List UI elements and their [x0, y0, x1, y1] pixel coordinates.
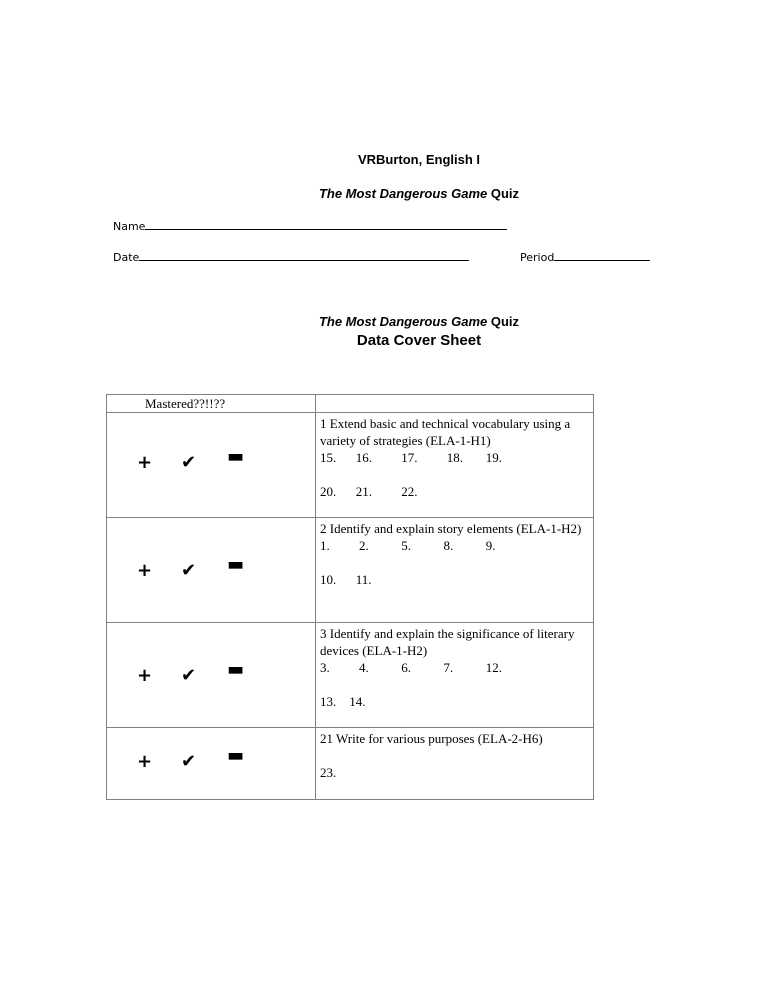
period-field[interactable] — [520, 249, 650, 264]
table-row — [107, 518, 594, 623]
check-icon[interactable]: ✔ — [181, 665, 197, 686]
mark-options — [135, 659, 245, 686]
mark-cell — [107, 413, 316, 518]
cover-quiz-title — [0, 314, 768, 329]
question-numbers: 3. 4. 6. 7. 12. — [320, 660, 502, 675]
quiz-title-suffix: Quiz — [487, 186, 520, 201]
plus-icon[interactable]: + — [137, 751, 153, 772]
table-row — [107, 413, 594, 518]
period-label: Period — [520, 251, 555, 264]
mastered-header: Mastered??!!?? — [107, 395, 316, 413]
mark-cell — [107, 728, 316, 800]
cover-quiz-title-suffix: Quiz — [487, 314, 520, 329]
mark-cell — [107, 623, 316, 728]
teacher-course-heading: VRBurton, English I — [357, 152, 481, 167]
check-icon[interactable]: ✔ — [181, 751, 197, 772]
mark-options — [135, 554, 245, 581]
question-numbers: 23. — [320, 765, 337, 780]
question-numbers: 20. 21. 22. — [320, 484, 418, 499]
minus-icon[interactable]: ▬ — [227, 554, 245, 575]
quiz-title — [0, 186, 768, 201]
standard-cell — [316, 518, 594, 623]
mark-cell — [107, 518, 316, 623]
minus-icon[interactable]: ▬ — [227, 659, 245, 680]
mark-options — [135, 745, 245, 772]
question-numbers: 1. 2. 5. 8. 9. — [320, 538, 496, 553]
standard-cell — [316, 728, 594, 800]
period-line[interactable] — [554, 249, 650, 261]
standard-cell — [316, 413, 594, 518]
plus-icon[interactable]: + — [137, 452, 153, 473]
date-label: Date — [113, 251, 140, 264]
question-numbers: 15. 16. 17. 18. 19. — [320, 450, 502, 465]
quiz-title-italic: The Most Dangerous Game — [318, 186, 488, 201]
header-empty-cell — [316, 395, 594, 413]
date-field[interactable] — [113, 249, 469, 264]
data-cover-table — [106, 394, 594, 800]
minus-icon[interactable]: ▬ — [227, 446, 245, 467]
name-line[interactable] — [145, 218, 507, 230]
standard-text: 1 Extend basic and technical vocabulary using a variety of strategies (ELA-1-H1) — [320, 416, 571, 448]
cover-quiz-title-italic: The Most Dangerous Game — [318, 314, 488, 329]
mark-options — [135, 446, 245, 473]
table-header-row — [107, 395, 594, 413]
table-row — [107, 728, 594, 800]
minus-icon[interactable]: ▬ — [227, 745, 245, 766]
standard-text: 21 Write for various purposes (ELA-2-H6) — [320, 731, 543, 746]
question-numbers: 13. 14. — [320, 694, 366, 709]
standard-text: 3 Identify and explain the significance of literary devices (ELA-1-H2) — [320, 626, 575, 658]
question-numbers: 10. 11. — [320, 572, 372, 587]
plus-icon[interactable]: + — [137, 665, 153, 686]
name-field[interactable] — [113, 218, 507, 233]
table-row — [107, 623, 594, 728]
standard-text: 2 Identify and explain story elements (ELA-1-H2) — [320, 521, 582, 536]
cover-subtitle: Data Cover Sheet — [356, 332, 482, 349]
plus-icon[interactable]: + — [137, 560, 153, 581]
standard-cell — [316, 623, 594, 728]
check-icon[interactable]: ✔ — [181, 560, 197, 581]
date-line[interactable] — [139, 249, 469, 261]
check-icon[interactable]: ✔ — [181, 452, 197, 473]
name-label: Name — [113, 220, 146, 233]
